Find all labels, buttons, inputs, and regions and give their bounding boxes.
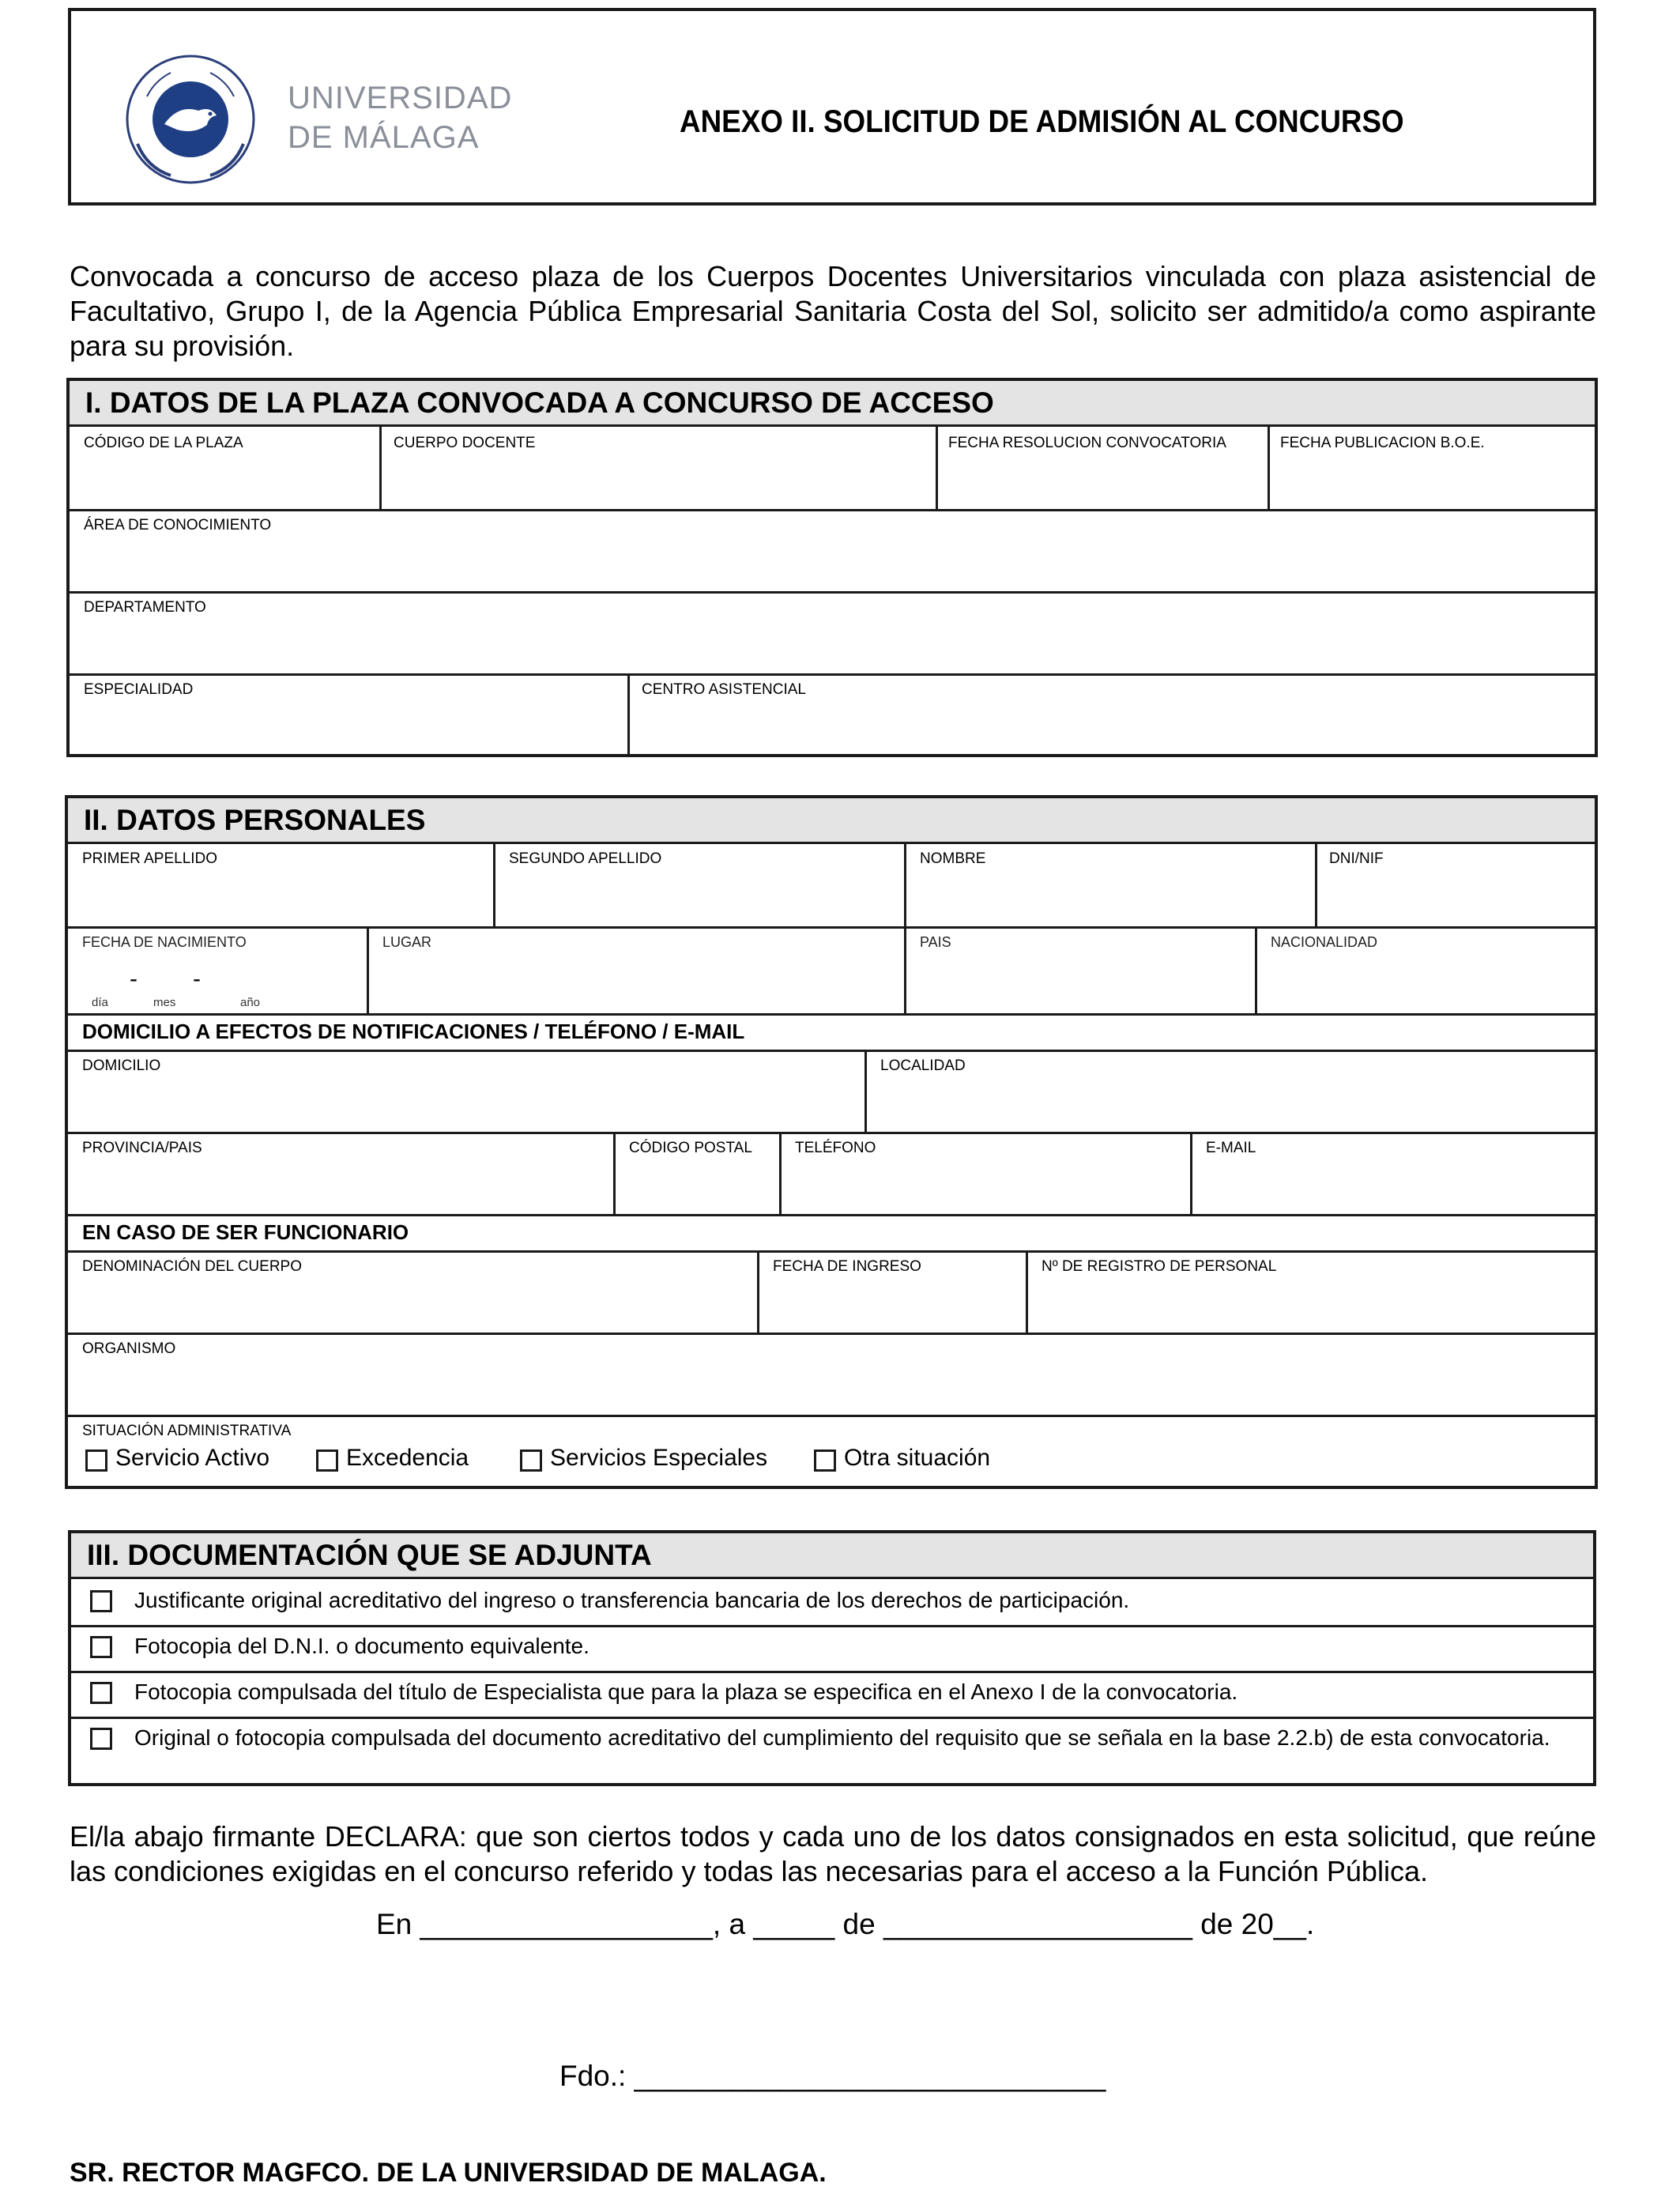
servicio-activo-label: Servicio Activo: [115, 1445, 270, 1471]
primer-apellido-field[interactable]: [68, 844, 493, 926]
doc-item-2-checkbox[interactable]: [90, 1636, 112, 1658]
anio-label: año: [240, 996, 261, 1009]
section1-title: I. DATOS DE LA PLAZA CONVOCADA A CONCURSO DE ACCESO: [70, 381, 1595, 427]
centro-asistencial-label: CENTRO ASISTENCIAL: [642, 681, 806, 698]
codigo-plaza-label: CÓDIGO DE LA PLAZA: [84, 435, 243, 451]
cuerpo-docente-field[interactable]: [382, 427, 936, 509]
departamento-label: DEPARTAMENTO: [84, 599, 206, 616]
pais-field[interactable]: [906, 929, 1255, 1013]
localidad-field[interactable]: [867, 1052, 1595, 1132]
fecha-nacimiento-field[interactable]: [68, 929, 367, 1013]
dni-field[interactable]: [1317, 844, 1595, 926]
cuerpo-docente-label: CUERPO DOCENTE: [394, 435, 536, 451]
registro-label: Nº DE REGISTRO DE PERSONAL: [1042, 1258, 1277, 1275]
provincia-label: PROVINCIA/PAIS: [82, 1140, 202, 1156]
domicilio-label: DOMICILIO: [82, 1057, 161, 1074]
nacionalidad-field[interactable]: [1257, 929, 1595, 1013]
doc-item-2-label: Fotocopia del D.N.I. o documento equivalente.: [134, 1634, 590, 1658]
telefono-label: TELÉFONO: [795, 1140, 876, 1156]
fecha-publicacion-field[interactable]: [1270, 427, 1595, 509]
doc-item-3-checkbox[interactable]: [90, 1682, 112, 1704]
nacionalidad-label: NACIONALIDAD: [1271, 934, 1378, 950]
mes-label: mes: [153, 996, 176, 1009]
localidad-label: LOCALIDAD: [880, 1057, 966, 1074]
nombre-label: NOMBRE: [920, 850, 986, 867]
centro-asistencial-field[interactable]: [630, 676, 1595, 754]
servicios-especiales-label: Servicios Especiales: [550, 1445, 768, 1471]
dia-label: día: [92, 996, 108, 1009]
addressee: SR. RECTOR MAGFCO. DE LA UNIVERSIDAD DE MALAGA.: [70, 2158, 827, 2188]
nombre-field[interactable]: [906, 844, 1315, 926]
codigo-postal-label: CÓDIGO POSTAL: [629, 1140, 752, 1156]
segundo-apellido-field[interactable]: [495, 844, 904, 926]
email-field[interactable]: [1192, 1134, 1595, 1214]
especialidad-field[interactable]: [70, 676, 627, 754]
place-date-line[interactable]: En __________________, a _____ de ___________________ de 20__.: [376, 1908, 1315, 1940]
declaration-paragraph: El/la abajo firmante DECLARA: que son ciertos todos y cada uno de los datos consignados en esta solicitud, que reúne las condiciones exigidas en el concurso referido y todas las necesarias para el acceso a la Función Pública.: [70, 1820, 1596, 1887]
situacion-label: SITUACIÓN ADMINISTRATIVA: [82, 1423, 292, 1439]
codigo-postal-field[interactable]: [616, 1134, 779, 1214]
intro-paragraph: Convocada a concurso de acceso plaza de los Cuerpos Docentes Universitarios vinculada con plaza asistencial de Facultativo, Grupo I, de la Agencia Pública Empresarial Sanitaria Costa del Sol, solicito ser admitido/a como aspirante para su provisión.: [70, 260, 1596, 362]
departamento-field[interactable]: [70, 594, 1595, 673]
lugar-field[interactable]: [369, 929, 904, 1013]
fecha-resolucion-field[interactable]: [938, 427, 1268, 509]
page-title: ANEXO II. SOLICITUD DE ADMISIÓN AL CONCURSO: [680, 104, 1404, 139]
lugar-label: LUGAR: [382, 934, 432, 950]
section2-box: [65, 795, 1598, 1489]
section1-box: [66, 378, 1598, 757]
denominacion-label: DENOMINACIÓN DEL CUERPO: [82, 1258, 302, 1275]
servicios-especiales-checkbox[interactable]: [520, 1449, 542, 1472]
primer-apellido-label: PRIMER APELLIDO: [82, 850, 218, 867]
excedencia-label: Excedencia: [346, 1445, 469, 1471]
denominacion-field[interactable]: [68, 1253, 757, 1333]
organismo-label: ORGANISMO: [82, 1340, 176, 1357]
doc-item-3-label: Fotocopia compulsada del título de Especialista que para la plaza se especifica en el Anexo I de la convocatoria.: [134, 1679, 1238, 1704]
organismo-field[interactable]: [68, 1335, 1595, 1415]
dni-label: DNI/NIF: [1329, 850, 1384, 867]
university-seal-icon: [115, 49, 266, 190]
header-box: [68, 8, 1596, 205]
otra-situacion-checkbox[interactable]: [814, 1449, 836, 1472]
doc-item-1-label: Justificante original acreditativo del ingreso o transferencia bancaria de los derechos de participación.: [134, 1588, 1130, 1612]
fecha-resolucion-label: FECHA RESOLUCION CONVOCATORIA: [948, 435, 1226, 451]
otra-situacion-label: Otra situación: [844, 1445, 991, 1471]
doc-item-4-checkbox[interactable]: [90, 1728, 112, 1750]
excedencia-checkbox[interactable]: [316, 1449, 338, 1472]
area-conocimiento-label: ÁREA DE CONOCIMIENTO: [84, 517, 272, 533]
fecha-nacimiento-label: FECHA DE NACIMIENTO: [82, 934, 247, 950]
section3-box: [68, 1530, 1596, 1786]
domicilio-heading: DOMICILIO A EFECTOS DE NOTIFICACIONES / TELÉFONO / E-MAIL: [82, 1020, 745, 1043]
section3-title: III. DOCUMENTACIÓN QUE SE ADJUNTA: [71, 1533, 1593, 1579]
university-name-line2: DE MÁLAGA: [288, 120, 480, 155]
registro-field[interactable]: [1028, 1253, 1595, 1333]
section2-title: II. DATOS PERSONALES: [68, 798, 1595, 844]
telefono-field[interactable]: [782, 1134, 1190, 1214]
area-conocimiento-field[interactable]: [70, 511, 1595, 591]
fecha-ingreso-field[interactable]: [759, 1253, 1026, 1333]
provincia-field[interactable]: [68, 1134, 613, 1214]
email-label: E-MAIL: [1206, 1140, 1256, 1156]
domicilio-field[interactable]: [68, 1052, 864, 1132]
funcionario-heading: EN CASO DE SER FUNCIONARIO: [82, 1220, 409, 1244]
servicio-activo-checkbox[interactable]: [85, 1449, 107, 1472]
date-separator-1: -: [130, 966, 137, 992]
fecha-ingreso-label: FECHA DE INGRESO: [773, 1258, 921, 1275]
date-separator-2: -: [193, 966, 201, 992]
especialidad-label: ESPECIALIDAD: [84, 681, 194, 698]
signature-line[interactable]: Fdo.: _____________________________: [559, 2060, 1106, 2092]
codigo-plaza-field[interactable]: [70, 427, 379, 509]
doc-item-1-checkbox[interactable]: [90, 1590, 112, 1612]
fecha-publicacion-label: FECHA PUBLICACION B.O.E.: [1280, 435, 1485, 451]
university-name-line1: UNIVERSIDAD: [288, 81, 513, 115]
segundo-apellido-label: SEGUNDO APELLIDO: [509, 850, 662, 867]
doc-item-4-label: Original o fotocopia compulsada del documento acreditativo del cumplimiento del requisito que se señala en la base 2.2.b) de esta convocatoria.: [134, 1725, 1550, 1750]
pais-label: PAIS: [920, 934, 951, 950]
